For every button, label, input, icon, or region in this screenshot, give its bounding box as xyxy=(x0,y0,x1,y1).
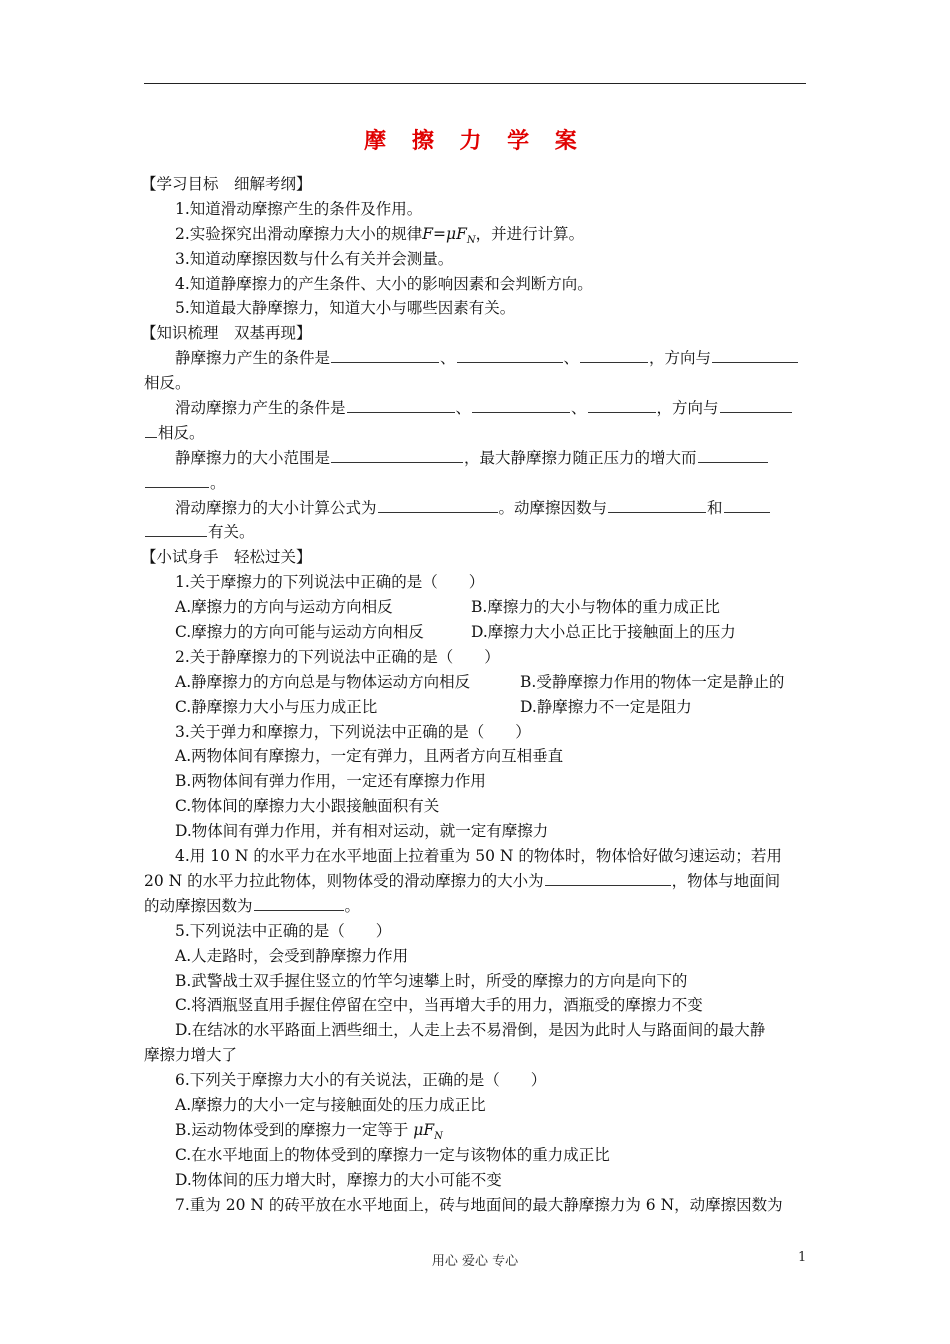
goal-item: 1.知道滑动摩擦产生的条件及作用。 xyxy=(175,199,423,218)
goal-item: 2.实验探究出滑动摩擦力大小的规律$F=\mu F_N$，并进行计算。 xyxy=(175,224,585,246)
question-stem: 6.下列关于摩擦力大小的有关说法，正确的是（ ） xyxy=(175,1071,547,1090)
answer-blank[interactable] xyxy=(145,522,207,537)
question-stem: 1.关于摩擦力的下列说法中正确的是（ ） xyxy=(175,573,485,592)
question-stem: 4.用 10 N 的水平力在水平地面上拉着重为 50 N 的物体时，物体恰好做匀速运动；若用 xyxy=(175,847,782,866)
goal-item: 3.知道动摩擦因数与什么有关并会测量。 xyxy=(175,249,454,268)
option-c[interactable]: C.静摩擦力大小与压力成正比 xyxy=(175,697,378,716)
option-b[interactable]: B.摩擦力的大小与物体的重力成正比 xyxy=(471,598,720,617)
answer-blank[interactable] xyxy=(331,448,463,463)
option-d-continuation: 摩擦力增大了 xyxy=(144,1046,238,1065)
option-row xyxy=(144,620,806,645)
goal-item: 5.知道最大静摩擦力，知道大小与哪些因素有关。 xyxy=(175,299,516,318)
answer-blank[interactable] xyxy=(608,498,706,513)
option-row xyxy=(144,695,806,720)
review-continuation: 有关。 xyxy=(144,520,806,545)
answer-blank[interactable] xyxy=(254,896,344,911)
review-sliding-friction-conditions: 滑动摩擦力产生的条件是 、 、 ，方向与 xyxy=(144,396,806,421)
question-continuation: 的动摩擦因数为 。 xyxy=(144,896,361,915)
review-continuation: 相反。 xyxy=(144,421,806,446)
document-body xyxy=(141,172,806,1217)
section-heading-review: 【知识梳理 双基再现】 xyxy=(141,324,312,343)
question-stem: 2.关于静摩擦力的下列说法中正确的是（ ） xyxy=(175,647,500,666)
friction-formula: $F=\mu F_N$ xyxy=(422,224,476,246)
answer-blank[interactable] xyxy=(331,348,439,363)
option-row xyxy=(144,670,806,695)
option-b[interactable]: B.运动物体受到的摩擦力一定等于 $\mu F_N$ xyxy=(175,1120,443,1142)
goal-item: 4.知道静摩擦力的产生条件、大小的影响因素和会判断方向。 xyxy=(175,274,593,293)
option-d[interactable]: D.物体间的压力增大时，摩擦力的大小可能不变 xyxy=(175,1170,502,1189)
question-stem: 3.关于弹力和摩擦力，下列说法中正确的是（ ） xyxy=(175,722,531,741)
review-sliding-friction-formula: 滑动摩擦力的大小计算公式为 。动摩擦因数与 和 xyxy=(144,496,806,521)
option-d[interactable]: D.物体间有弹力作用，并有相对运动，就一定有摩擦力 xyxy=(175,822,549,841)
option-b[interactable]: B.受静摩擦力作用的物体一定是静止的 xyxy=(520,672,785,691)
answer-blank[interactable] xyxy=(545,871,671,886)
option-d[interactable]: D.静摩擦力不一定是阻力 xyxy=(520,697,692,716)
answer-blank[interactable] xyxy=(698,448,768,463)
option-row xyxy=(144,595,806,620)
option-c[interactable]: C.物体间的摩擦力大小跟接触面积有关 xyxy=(175,797,440,816)
question-stem: 7.重为 20 N 的砖平放在水平地面上，砖与地面间的最大静摩擦力为 6 N，动摩擦因数为 xyxy=(175,1195,783,1214)
review-static-friction-conditions: 静摩擦力产生的条件是 、 、 ，方向与 xyxy=(144,346,806,371)
option-c[interactable]: C.将酒瓶竖直用手握住停留在空中，当再增大手的用力，酒瓶受的摩擦力不变 xyxy=(175,996,703,1015)
option-c[interactable]: C.摩擦力的方向可能与运动方向相反 xyxy=(175,623,424,642)
review-static-friction-range: 静摩擦力的大小范围是 ，最大静摩擦力随正压力的增大而 xyxy=(144,446,806,471)
answer-blank[interactable] xyxy=(457,348,563,363)
page-footer: 用心 爱心 专心 xyxy=(431,1254,519,1269)
option-d[interactable]: D.摩擦力大小总正比于接触面上的压力 xyxy=(471,623,736,642)
question-stem: 5.下列说法中正确的是（ ） xyxy=(175,921,392,940)
answer-blank[interactable] xyxy=(472,398,570,413)
option-a[interactable]: A.人走路时，会受到静摩擦力作用 xyxy=(175,946,409,965)
option-b[interactable]: B.武警战士双手握住竖立的竹竿匀速攀上时，所受的摩擦力的方向是向下的 xyxy=(175,971,688,990)
option-a[interactable]: A.摩擦力的方向与运动方向相反 xyxy=(175,598,393,617)
option-b[interactable]: B.两物体间有弹力作用，一定还有摩擦力作用 xyxy=(175,772,486,791)
review-continuation: 。 xyxy=(144,471,806,496)
answer-blank[interactable] xyxy=(580,348,648,363)
answer-blank[interactable] xyxy=(347,398,455,413)
option-a[interactable]: A.摩擦力的大小一定与接触面处的压力成正比 xyxy=(175,1095,486,1114)
answer-blank[interactable] xyxy=(720,398,792,413)
section-heading-test: 【小试身手 轻松过关】 xyxy=(141,548,312,567)
option-a[interactable]: A.两物体间有摩擦力，一定有弹力，且两者方向互相垂直 xyxy=(175,747,564,766)
section-heading-goals: 【学习目标 细解考纲】 xyxy=(141,175,312,193)
header-rule xyxy=(144,83,806,84)
friction-formula: $\mu F_N$ xyxy=(413,1120,443,1142)
option-c[interactable]: C.在水平地面上的物体受到的摩擦力一定与该物体的重力成正比 xyxy=(175,1145,610,1164)
question-continuation: 20 N 的水平力拉此物体，则物体受的滑动摩擦力的大小为 ，物体与地面间 xyxy=(144,871,781,890)
answer-blank[interactable] xyxy=(724,498,770,513)
answer-blank[interactable] xyxy=(588,398,656,413)
answer-blank[interactable] xyxy=(145,473,209,488)
option-d[interactable]: D.在结冰的水平路面上洒些细土，人走上去不易滑倒，是因为此时人与路面间的最大静 xyxy=(175,1021,766,1040)
answer-blank[interactable] xyxy=(378,498,498,513)
page-title: 摩 擦 力 学 案 xyxy=(364,128,586,154)
review-continuation: 相反。 xyxy=(144,374,191,393)
answer-blank[interactable] xyxy=(712,348,798,363)
answer-blank[interactable] xyxy=(145,423,157,438)
page-number: 1 xyxy=(798,1250,807,1265)
option-a[interactable]: A.静摩擦力的方向总是与物体运动方向相反 xyxy=(175,672,471,691)
